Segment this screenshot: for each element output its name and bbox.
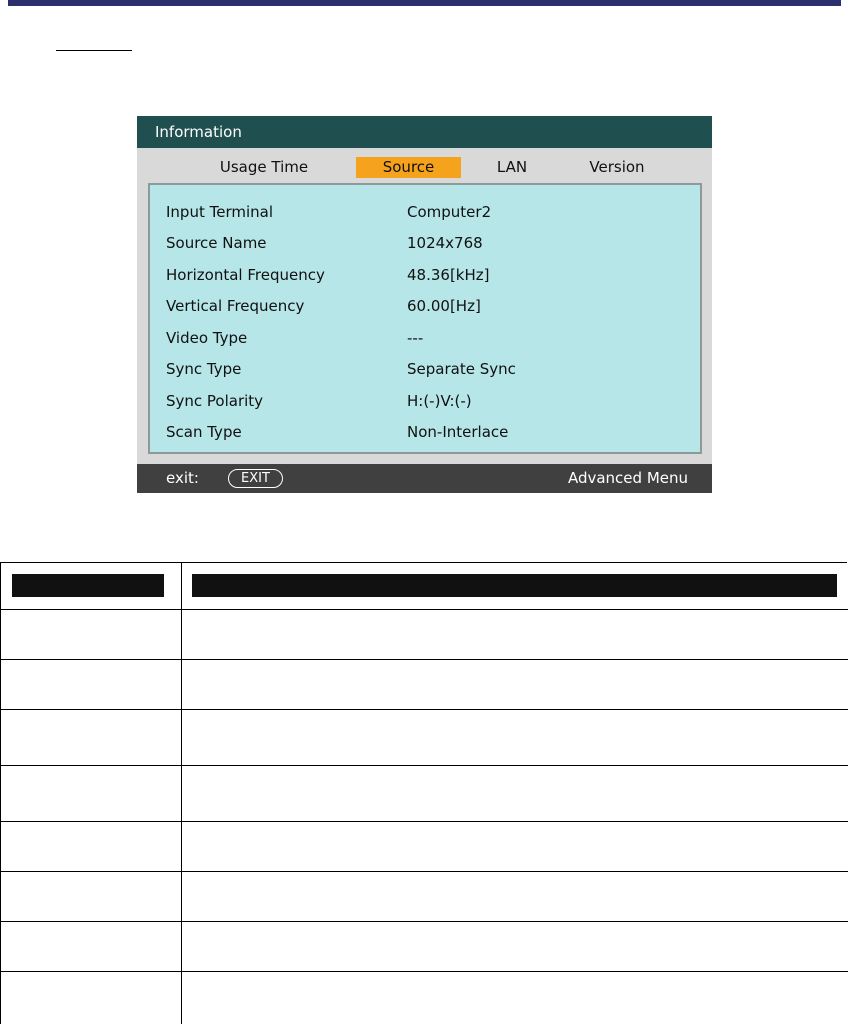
information-window (137, 116, 712, 493)
table-row (0, 971, 848, 972)
info-label: Scan Type (166, 423, 242, 441)
tab-bar (137, 148, 712, 186)
table-column-divider (181, 562, 182, 1024)
info-value: Separate Sync (407, 360, 516, 378)
tab-version[interactable]: Version (589, 158, 645, 176)
table-row (0, 871, 848, 872)
info-label: Input Terminal (166, 203, 273, 221)
window-footer (137, 464, 712, 493)
info-value: 48.36[kHz] (407, 266, 490, 284)
source-info-panel (148, 183, 702, 454)
info-value: 1024x768 (407, 234, 483, 252)
table-row (0, 659, 848, 660)
info-label: Source Name (166, 234, 267, 252)
tab-lan[interactable]: LAN (496, 158, 528, 176)
info-value: 60.00[Hz] (407, 297, 481, 315)
info-value: Computer2 (407, 203, 492, 221)
info-label: Sync Type (166, 360, 242, 378)
table-header-cell (192, 574, 837, 597)
info-label: Sync Polarity (166, 392, 264, 410)
table-row (0, 921, 848, 922)
table-header-cell (12, 574, 164, 597)
table-row (0, 709, 848, 710)
exit-label: exit: (166, 469, 199, 487)
table-row (0, 765, 848, 766)
window-title: Information (137, 116, 712, 148)
info-label: Vertical Frequency (166, 297, 305, 315)
menu-mode-indicator: Advanced Menu (567, 469, 688, 487)
page-top-rule (8, 0, 841, 6)
info-label: Horizontal Frequency (166, 266, 325, 284)
description-table (0, 562, 847, 1024)
tab-source[interactable]: Source (356, 157, 461, 178)
info-value: Non-Interlace (407, 423, 509, 441)
info-value: H:(-)V:(-) (407, 392, 472, 410)
info-value: --- (407, 329, 424, 347)
table-row (0, 821, 848, 822)
tab-usage-time[interactable]: Usage Time (219, 158, 309, 176)
table-row (0, 609, 848, 610)
info-label: Video Type (166, 329, 248, 347)
heading-underline (56, 50, 132, 51)
exit-button[interactable]: EXIT (228, 469, 283, 488)
